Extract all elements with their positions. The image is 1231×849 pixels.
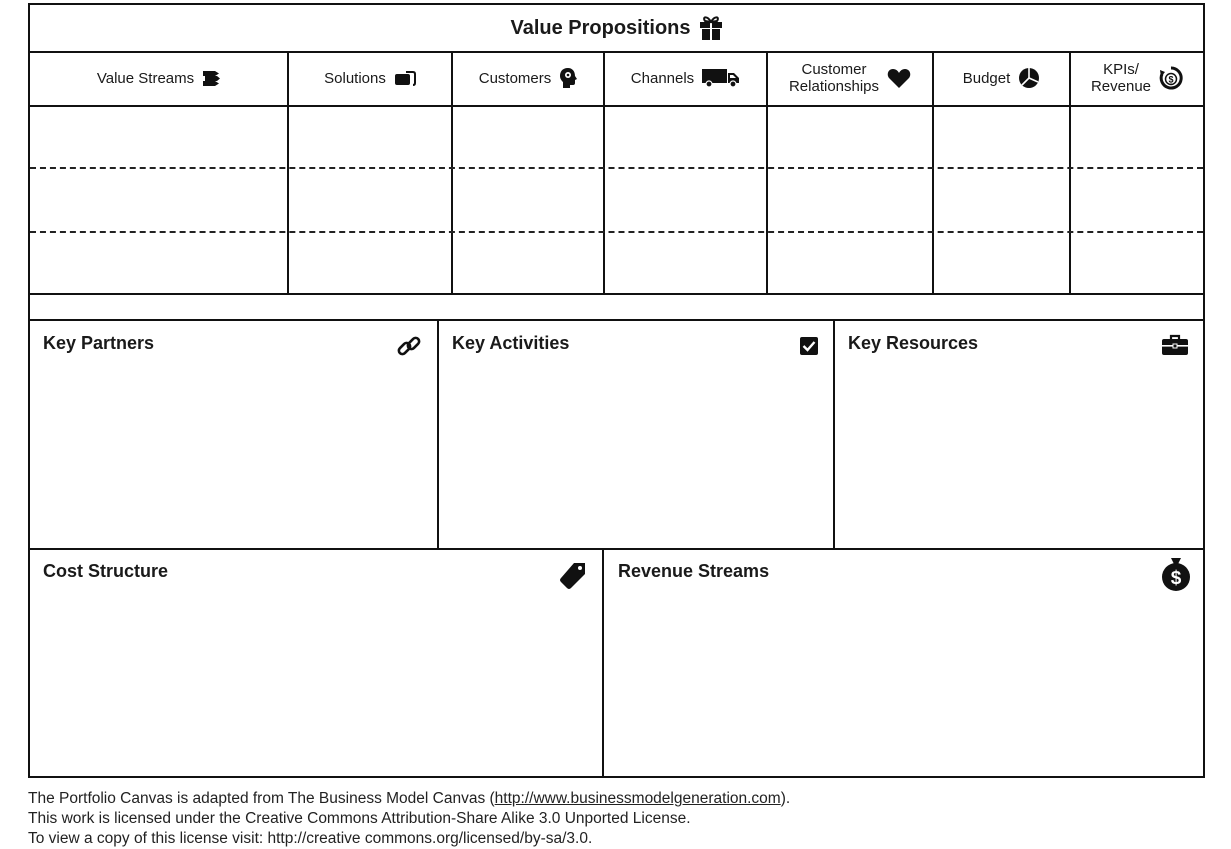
svg-text:$: $ <box>1170 568 1182 589</box>
grid-bottom-border <box>30 293 1203 295</box>
footer-line2: This work is licensed under the Creative Commons Attribution-Share Alike 3.0 Unported License. <box>28 810 691 827</box>
column-divider <box>451 51 453 295</box>
checkbox-icon <box>800 337 818 355</box>
pie-chart-icon <box>1018 67 1040 89</box>
column-label: Customers <box>478 69 552 87</box>
column-header-value-streams <box>30 51 287 107</box>
truck-icon <box>702 68 740 88</box>
money-bag-icon <box>1161 556 1191 592</box>
column-divider <box>932 51 934 295</box>
link-icon <box>396 334 422 360</box>
value-propositions-header <box>30 5 1203 53</box>
key-activities-title: Key Activities <box>452 333 570 353</box>
spacer-bottom-border <box>30 319 1203 321</box>
section-divider <box>602 548 604 778</box>
license-footer <box>28 789 790 849</box>
column-label <box>1091 61 1151 95</box>
column-header-solutions <box>289 51 451 107</box>
customers-icon <box>559 67 577 89</box>
column-header-budget <box>934 51 1069 107</box>
column-label: Channels <box>630 69 695 87</box>
column-header-kpis-revenue <box>1071 51 1203 107</box>
column-header-channels <box>605 51 766 107</box>
dashed-row-divider <box>30 231 1203 233</box>
column-divider <box>1069 51 1071 295</box>
portfolio-canvas <box>28 3 1205 778</box>
column-label-line1: KPIs/ <box>1103 61 1139 78</box>
cost-structure-title: Cost Structure <box>43 561 169 581</box>
column-label: Budget <box>962 69 1011 87</box>
column-header-customers <box>453 51 603 107</box>
key-resources-title: Key Resources <box>848 333 979 353</box>
column-divider <box>766 51 768 295</box>
column-label: Solutions <box>324 69 386 87</box>
heart-icon <box>887 68 911 89</box>
footer-text: The Portfolio Canvas is adapted from The Business Model Canvas ( <box>28 790 495 807</box>
section-divider <box>833 319 835 550</box>
column-label-line1: Customer <box>801 61 867 78</box>
footer-text: ). <box>780 790 791 807</box>
column-header-customer-relationships <box>768 51 932 107</box>
business-model-generation-link[interactable]: http://www.businessmodelgeneration.com <box>494 790 781 807</box>
key-partners-title: Key Partners <box>43 333 155 353</box>
section-divider <box>437 319 439 550</box>
revenue-streams-title: Revenue Streams <box>618 561 770 581</box>
value-streams-icon <box>202 70 220 86</box>
dollar-cycle-icon <box>1159 66 1183 90</box>
solutions-icon <box>394 69 416 87</box>
dashed-row-divider <box>30 167 1203 169</box>
column-label-line2: Revenue <box>1090 78 1152 95</box>
column-label: Value Streams <box>96 69 195 87</box>
briefcase-icon <box>1162 334 1188 356</box>
footer-line1 <box>28 789 790 809</box>
page-title: Value Propositions <box>510 16 691 39</box>
column-divider <box>603 51 605 295</box>
column-divider <box>287 51 289 295</box>
middle-row-bottom-border <box>30 548 1203 550</box>
column-label <box>789 61 879 95</box>
price-tag-icon <box>558 561 588 591</box>
footer-line3: To view a copy of this license visit: http://creative commons.org/licensed/by-sa/3.0. <box>28 830 593 847</box>
gift-icon <box>699 15 723 41</box>
column-label-line2: Relationships <box>788 78 880 95</box>
svg-text:$: $ <box>1168 74 1174 85</box>
